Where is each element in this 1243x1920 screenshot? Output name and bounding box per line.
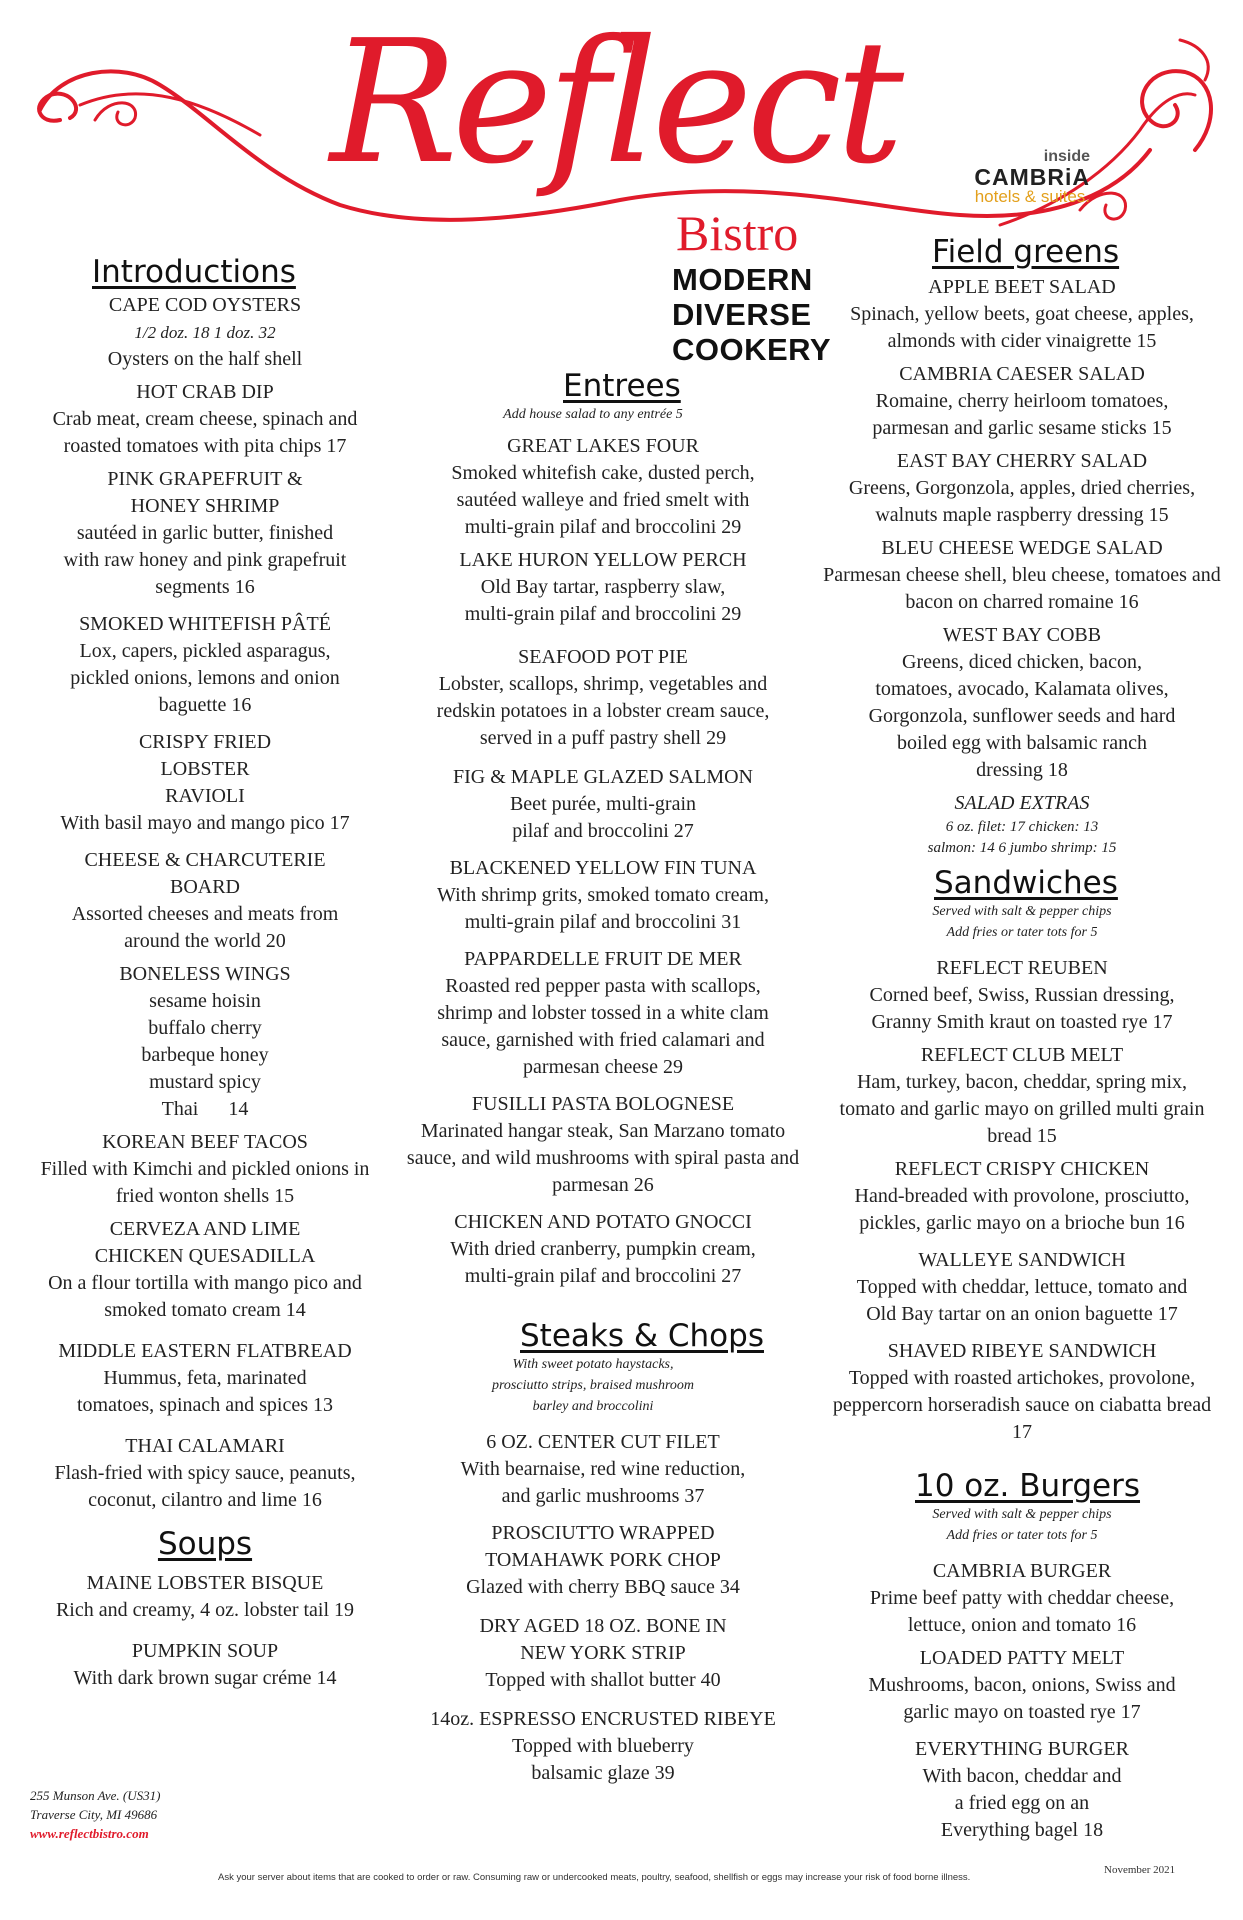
section-title: Steaks & Chops: [520, 1318, 764, 1354]
item-desc: Greens, diced chicken, bacon, tomatoes, avocado, Kalamata olives, Gorgonzola, sunflower seeds and hard boiled egg with balsamic ranch dressing 18: [868, 651, 1176, 781]
menu-item: [398, 547, 808, 628]
item-name: GREAT LAKES FOUR: [507, 435, 699, 457]
item-desc: Topped with shallot butter 40: [485, 1669, 721, 1691]
item-name: THAI CALAMARI: [125, 1435, 285, 1457]
menu-item: [398, 644, 808, 752]
item-desc: Crab meat, cream cheese, spinach and roasted tomatoes with pita chips 17: [52, 408, 358, 457]
introductions-section: [30, 254, 380, 1698]
item-name: FUSILLI PASTA BOLOGNESE: [471, 1093, 735, 1115]
menu-item: [822, 955, 1222, 1036]
item-desc: Ham, turkey, bacon, cheddar, spring mix, tomato and garlic mayo on grilled multi grain bread 15: [839, 1071, 1205, 1147]
item-desc: With bearnaise, red wine reduction, and garlic mushrooms 37: [460, 1458, 746, 1507]
tagline-line: MODERN: [672, 262, 813, 297]
item-desc: Parmesan cheese shell, bleu cheese, tomatoes and bacon on charred romaine 16: [823, 564, 1221, 613]
item-desc: Flash-fried with spicy sauce, peanuts, coconut, cilantro and lime 16: [54, 1462, 356, 1511]
item-name: WEST BAY COBB: [942, 624, 1102, 646]
item-desc: Filled with Kimchi and pickled onions in fried wonton shells 15: [40, 1158, 370, 1207]
section-title: 10 oz. Burgers: [915, 1468, 1141, 1504]
item-name: DRY AGED 18 OZ. BONE IN NEW YORK STRIP: [479, 1615, 727, 1664]
sandwiches-section: [822, 865, 1222, 1446]
extras-line: salmon: 14 6 jumbo shrimp: 15: [927, 840, 1117, 856]
logo-reflect-wordmark: Reflect: [330, 4, 899, 202]
item-desc: Corned beef, Swiss, Russian dressing, Granny Smith kraut on toasted rye 17: [869, 984, 1175, 1033]
item-desc: sesame hoisin buffalo cherry barbeque honey mustard spicy Thai 14: [141, 990, 274, 1120]
menu-item: [30, 379, 380, 460]
menu-item: [398, 1613, 808, 1694]
address-line: Traverse City, MI 49686: [30, 1807, 158, 1822]
cambria-inside-label: inside: [1043, 148, 1090, 165]
item-name: MAINE LOBSTER BISQUE: [86, 1572, 324, 1594]
menu-item: [398, 433, 808, 541]
logo-bistro-label: Bistro: [676, 205, 799, 261]
item-desc: Beet purée, multi-grain pilaf and broccolini 27: [509, 793, 697, 842]
item-desc: Rich and creamy, 4 oz. lobster tail 19: [55, 1599, 355, 1621]
extras-line: 6 oz. filet: 17 chicken: 13: [945, 819, 1099, 835]
item-name: CHEESE & CHARCUTERIE BOARD: [84, 849, 326, 898]
food-safety-disclaimer: Ask your server about items that are cooked to order or raw. Consuming raw or undercooked meats, poultry, seafood, shellfish or eggs may increase your risk of food borne illness.: [218, 1872, 971, 1883]
menu-item: [30, 1338, 380, 1419]
item-name: PINK GRAPEFRUIT & HONEY SHRIMP: [107, 468, 303, 517]
address-line: 255 Munson Ave. (US31): [30, 1788, 161, 1803]
field-greens-section: [822, 234, 1222, 1850]
tagline-line: DIVERSE: [672, 297, 812, 332]
item-desc: Glazed with cherry BBQ sauce 34: [466, 1576, 740, 1598]
item-name: CAMBRIA BURGER: [932, 1560, 1112, 1582]
item-price-line: 1/2 doz. 18 1 doz. 32: [134, 323, 276, 342]
item-name: PAPPARDELLE FRUIT DE MER: [464, 948, 742, 970]
menu-item: [822, 1338, 1222, 1446]
item-name: FIG & MAPLE GLAZED SALMON: [453, 766, 753, 788]
section-title: Entrees: [563, 368, 681, 404]
item-desc: Romaine, cherry heirloom tomatoes, parmesan and garlic sesame sticks 15: [872, 390, 1172, 439]
section-note: Add fries or tater tots for 5: [946, 925, 1098, 940]
section-title: Soups: [157, 1526, 253, 1562]
menu-item: [30, 292, 380, 373]
item-desc: With basil mayo and mango pico 17: [60, 812, 350, 834]
menu-item: [30, 1216, 380, 1324]
menu-item: [822, 622, 1222, 784]
item-desc: Old Bay tartar, raspberry slaw, multi-grain pilaf and broccolini 29: [464, 576, 742, 625]
tagline-line: COOKERY: [672, 332, 832, 367]
item-desc: Lox, capers, pickled asparagus, pickled onions, lemons and onion baguette 16: [70, 640, 340, 716]
menu-item: [30, 1129, 380, 1210]
item-name: MIDDLE EASTERN FLATBREAD: [58, 1340, 352, 1362]
menu-item: [30, 961, 380, 1123]
section-title: Introductions: [92, 254, 296, 290]
menu-item: [822, 274, 1222, 355]
item-name: CAPE COD OYSTERS: [108, 294, 302, 316]
item-desc: With bacon, cheddar and a fried egg on an Everything bagel 18: [922, 1765, 1122, 1841]
item-desc: Prime beef patty with cheddar cheese, lettuce, onion and tomato 16: [869, 1587, 1175, 1636]
item-desc: Smoked whitefish cake, dusted perch, sautéed walleye and fried smelt with multi-grain pilaf and broccolini 29: [451, 462, 755, 538]
item-desc: Mushrooms, bacon, onions, Swiss and garlic mayo on toasted rye 17: [868, 1674, 1176, 1723]
item-name: WALLEYE SANDWICH: [918, 1249, 1126, 1271]
menu-item: [822, 1042, 1222, 1150]
menu-item: [822, 535, 1222, 616]
item-name: CAMBRIA CAESER SALAD: [899, 363, 1145, 385]
item-name: BLEU CHEESE WEDGE SALAD: [881, 537, 1163, 559]
item-name: BONELESS WINGS: [119, 963, 291, 985]
menu-item: [822, 1645, 1222, 1726]
logo-tagline: [672, 262, 831, 367]
menu-item: [30, 729, 380, 837]
section-note: With sweet potato haystacks, prosciutto strips, braised mushroom barley and broccolini: [492, 1357, 694, 1414]
item-name: SEAFOOD POT PIE: [518, 646, 688, 668]
item-desc: Oysters on the half shell: [107, 348, 303, 370]
item-desc: Topped with blueberry balsamic glaze 39: [512, 1735, 694, 1784]
website-link[interactable]: www.reflectbistro.com: [30, 1826, 149, 1841]
menu-item: [30, 1638, 380, 1692]
item-desc: With dried cranberry, pumpkin cream, multi-grain pilaf and broccolini 27: [450, 1238, 756, 1287]
item-name: LAKE HURON YELLOW PERCH: [459, 549, 747, 571]
item-name: 14oz. ESPRESSO ENCRUSTED RIBEYE: [430, 1708, 776, 1730]
item-desc: sautéed in garlic butter, finished with raw honey and pink grapefruit segments 16: [63, 522, 347, 598]
item-name: REFLECT REUBEN: [936, 957, 1108, 979]
item-desc: Spinach, yellow beets, goat cheese, apples, almonds with cider vinaigrette 15: [850, 303, 1194, 352]
menu-item: [30, 611, 380, 719]
cambria-brand-label: CAMBRiA: [974, 164, 1090, 190]
salad-extras: [822, 790, 1222, 859]
item-name: KOREAN BEEF TACOS: [102, 1131, 308, 1153]
item-desc: Assorted cheeses and meats from around the world 20: [71, 903, 339, 952]
menu-item: [822, 1156, 1222, 1237]
item-name: PUMPKIN SOUP: [131, 1640, 279, 1662]
menu-item: [30, 1570, 380, 1624]
item-desc: Topped with cheddar, lettuce, tomato and Old Bay tartar on an onion baguette 17: [856, 1276, 1188, 1325]
item-name: 6 OZ. CENTER CUT FILET: [486, 1431, 720, 1453]
menu-item: [30, 1433, 380, 1514]
address-block: [30, 1786, 160, 1843]
menu-item: [398, 1209, 808, 1290]
item-name: HOT CRAB DIP: [136, 381, 274, 403]
item-desc: Greens, Gorgonzola, apples, dried cherries, walnuts maple raspberry dressing 15: [848, 477, 1196, 526]
menu-item: [398, 855, 808, 936]
item-name: CERVEZA AND LIME CHICKEN QUESADILLA: [94, 1218, 316, 1267]
item-name: SHAVED RIBEYE SANDWICH: [887, 1340, 1157, 1362]
menu-item: [822, 1558, 1222, 1639]
section-note: Served with salt & pepper chips: [932, 1507, 1112, 1522]
item-desc: Hummus, feta, marinated tomatoes, spinach and spices 13: [76, 1367, 334, 1416]
item-desc: Marinated hangar steak, San Marzano tomato sauce, and wild mushrooms with spiral pasta and parmesan 26: [406, 1120, 800, 1196]
entrees-section: [398, 368, 808, 1793]
item-desc: With shrimp grits, smoked tomato cream, multi-grain pilaf and broccolini 31: [437, 884, 769, 933]
item-desc: Topped with roasted artichokes, provolone, peppercorn horseradish sauce on ciabatta bread 17: [832, 1367, 1212, 1443]
section-note: Add house salad to any entrée 5: [503, 407, 683, 422]
menu-item: [398, 764, 808, 845]
section-note: Served with salt & pepper chips: [932, 904, 1112, 919]
item-name: BLACKENED YELLOW FIN TUNA: [449, 857, 757, 879]
steaks-section: [398, 1318, 808, 1787]
menu-item: [398, 1429, 808, 1510]
menu-item: [822, 1247, 1222, 1328]
cambria-logo: [970, 148, 1090, 206]
menu-date: November 2021: [1104, 1864, 1176, 1876]
burgers-section: [822, 1468, 1222, 1844]
item-name: SMOKED WHITEFISH PÂTÉ: [79, 613, 331, 635]
item-desc: Lobster, scallops, shrimp, vegetables and redskin potatoes in a lobster cream sauce, served in a puff pastry shell 29: [436, 673, 770, 749]
extras-title: SALAD EXTRAS: [954, 792, 1090, 814]
menu-item: [30, 466, 380, 601]
item-desc: On a flour tortilla with mango pico and smoked tomato cream 14: [48, 1272, 362, 1321]
item-desc: Roasted red pepper pasta with scallops, shrimp and lobster tossed in a white clam sauce, garnished with fried calamari and parmesan cheese 29: [437, 975, 769, 1078]
item-desc: Hand-breaded with provolone, prosciutto, pickles, garlic mayo on a brioche bun 16: [854, 1185, 1190, 1234]
menu-item: [398, 1091, 808, 1199]
menu-item: [398, 946, 808, 1081]
item-desc: With dark brown sugar créme 14: [73, 1667, 337, 1689]
item-name: APPLE BEET SALAD: [928, 276, 1116, 298]
item-name: REFLECT CLUB MELT: [920, 1044, 1124, 1066]
item-name: CHICKEN AND POTATO GNOCCI: [454, 1211, 752, 1233]
soups-section: [30, 1526, 380, 1692]
menu-item: [822, 361, 1222, 442]
cambria-sub-label: hotels & suites.: [974, 187, 1090, 206]
section-title: Field greens: [932, 234, 1120, 270]
menu-item: [398, 1520, 808, 1601]
item-name: LOADED PATTY MELT: [919, 1647, 1125, 1669]
item-name: EAST BAY CHERRY SALAD: [896, 450, 1148, 472]
menu-item: [398, 1706, 808, 1787]
item-name: CRISPY FRIED LOBSTER RAVIOLI: [138, 731, 272, 807]
menu-item: [822, 448, 1222, 529]
item-name: EVERYTHING BURGER: [915, 1738, 1129, 1760]
section-note: Add fries or tater tots for 5: [946, 1528, 1098, 1543]
item-name: PROSCIUTTO WRAPPED TOMAHAWK PORK CHOP: [485, 1522, 721, 1571]
menu-item: [822, 1736, 1222, 1844]
menu-item: [30, 847, 380, 955]
item-name: REFLECT CRISPY CHICKEN: [894, 1158, 1150, 1180]
section-title: Sandwiches: [934, 865, 1118, 901]
